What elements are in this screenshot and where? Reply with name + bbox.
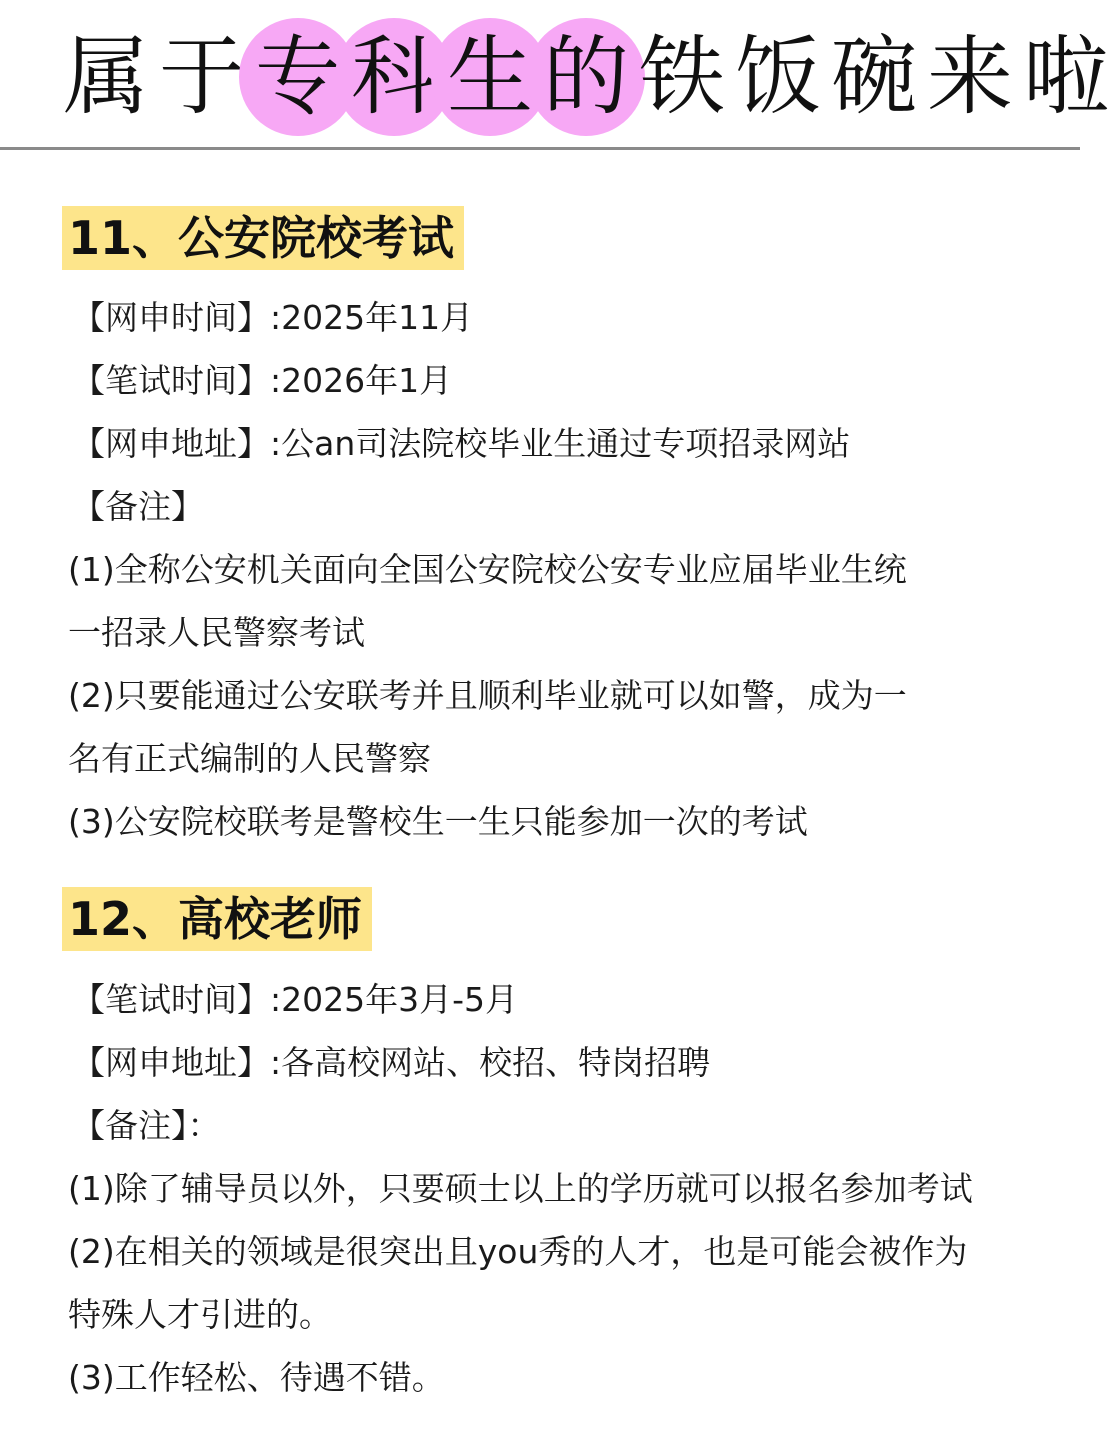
section-heading-university: 12、高校老师 xyxy=(62,887,372,951)
title-char: 饭 xyxy=(735,27,821,127)
field-exam-time: 【笔试时间】:2025年3月-5月 xyxy=(72,980,518,1019)
page-title xyxy=(58,22,1114,132)
note-line: (1)除了辅导员以外，只要硕士以上的学历就可以报名参加考试 xyxy=(68,1169,973,1208)
note-line: (2)只要能通过公安联考并且顺利毕业就可以如警，成为一 xyxy=(68,676,907,715)
note-line: 特殊人才引进的。 xyxy=(68,1295,332,1334)
field-notes-label: 【备注】 xyxy=(72,487,204,526)
note-line: (2)在相关的领域是很突出且you秀的人才，也是可能会被作为 xyxy=(68,1232,968,1271)
title-char: 来 xyxy=(927,27,1013,127)
field-exam-time: 【笔试时间】:2026年1月 xyxy=(72,361,453,400)
field-apply-time: 【网申时间】:2025年11月 xyxy=(72,298,474,337)
title-divider xyxy=(0,147,1080,150)
title-bar xyxy=(0,0,1109,150)
field-apply-address: 【网申地址】:各高校网站、校招、特岗招聘 xyxy=(72,1043,711,1082)
note-line: 名有正式编制的人民警察 xyxy=(68,739,431,778)
title-char: 属 xyxy=(63,27,149,127)
field-apply-address: 【网申地址】:公an司法院校毕业生通过专项招录网站 xyxy=(72,424,851,463)
note-line: (3)工作轻松、待遇不错。 xyxy=(68,1358,445,1397)
field-notes-label: 【备注】： xyxy=(72,1106,221,1145)
title-char: 于 xyxy=(159,27,245,127)
note-line: (1)全称公安机关面向全国公安院校公安专业应届毕业生统 xyxy=(68,550,907,589)
section-heading-police: 11、公安院校考试 xyxy=(62,206,464,270)
title-char: 铁 xyxy=(639,27,725,127)
title-char: 碗 xyxy=(831,27,917,127)
title-char-highlighted: 科 xyxy=(346,22,442,132)
note-line: (3)公安院校联考是警校生一生只能参加一次的考试 xyxy=(68,802,808,841)
title-char-highlighted: 专 xyxy=(250,22,346,132)
title-char: 啦 xyxy=(1023,27,1109,127)
title-char-highlighted: 生 xyxy=(442,22,538,132)
note-line: 一招录人民警察考试 xyxy=(68,613,365,652)
title-char-highlighted: 的 xyxy=(538,22,634,132)
